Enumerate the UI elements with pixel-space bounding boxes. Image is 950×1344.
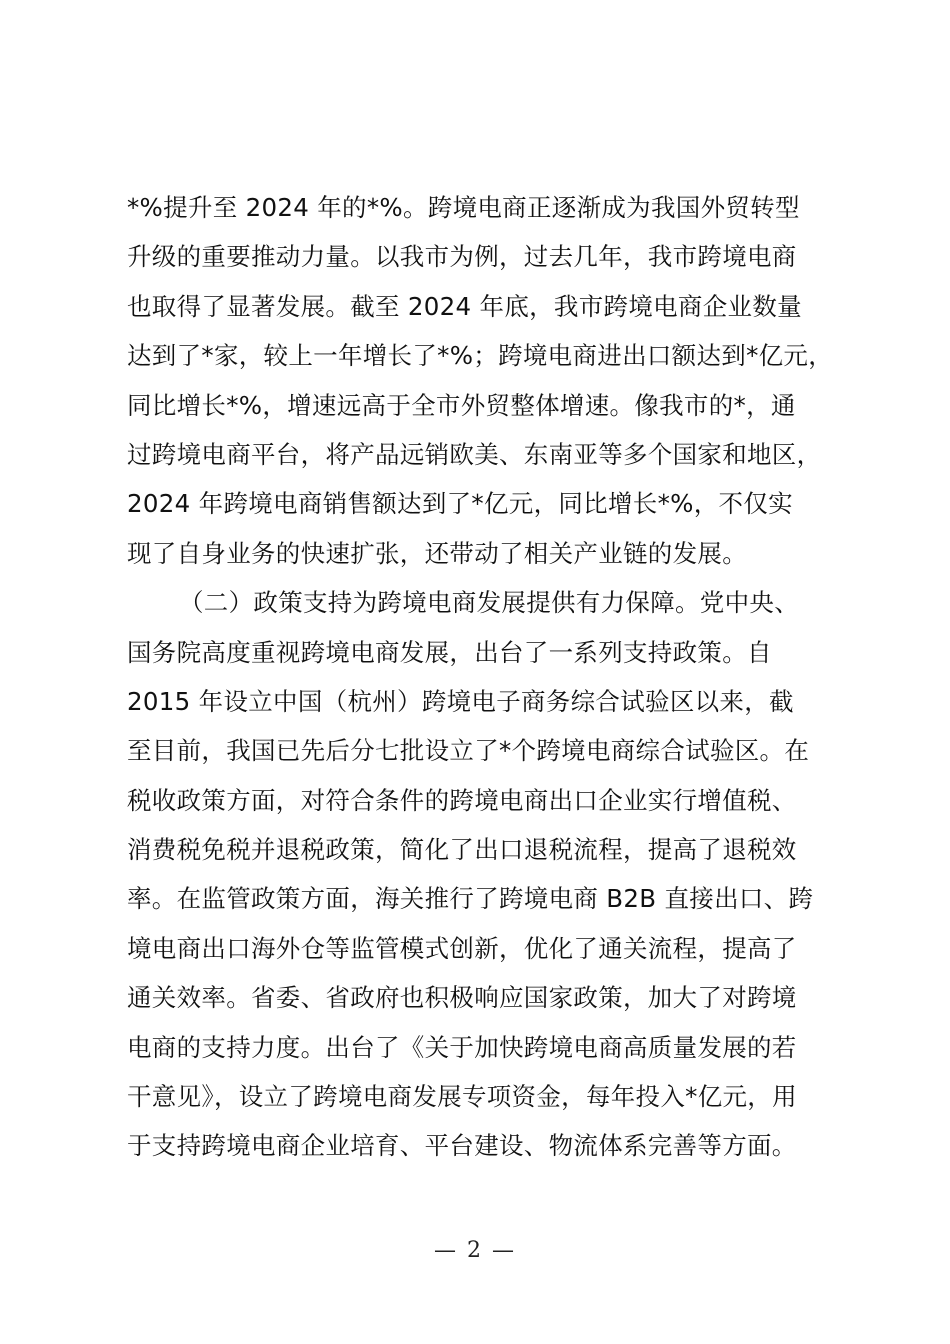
text-line: 至目前，我国已先后分七批设立了*个跨境电商综合试验区。在 (127, 736, 810, 766)
text-line: 也取得了显著发展。截至 2024 年底，我市跨境电商企业数量 (127, 291, 802, 321)
text-line: 消费税免税并退税政策，简化了出口退税流程，提高了退税效 (127, 835, 797, 865)
text-line: 税收政策方面，对符合条件的跨境电商出口企业实行增值税、 (127, 785, 797, 815)
text-line: 国务院高度重视跨境电商发展，出台了一系列支持政策。自 (127, 637, 772, 667)
page-number: — 2 — (434, 1238, 516, 1263)
text-line: 通关效率。省委、省政府也积极响应国家政策，加大了对跨境 (127, 983, 797, 1013)
section-heading-line: （二）政策支持为跨境电商发展提供有力保障。党中央、 (179, 588, 799, 618)
text-line: 现了自身业务的快速扩张，还带动了相关产业链的发展。 (127, 538, 747, 568)
text-line: 升级的重要推动力量。以我市为例，过去几年，我市跨境电商 (127, 242, 797, 272)
text-line: 电商的支持力度。出台了《关于加快跨境电商高质量发展的若 (127, 1032, 797, 1062)
text-line: 过跨境电商平台，将产品远销欧美、东南亚等多个国家和地区， (127, 439, 822, 469)
text-line: *%提升至 2024 年的*%。跨境电商正逐渐成为我国外贸转型 (127, 193, 800, 222)
paragraph-2 (127, 578, 847, 1171)
paragraph-1 (127, 183, 847, 578)
text-line: 同比增长*%，增速远高于全市外贸整体增速。像我市的*，通 (127, 390, 796, 420)
text-line: 达到了*家，较上一年增长了*%；跨境电商进出口额达到*亿元， (127, 341, 834, 371)
text-line: 境电商出口海外仓等监管模式创新，优化了通关流程，提高了 (127, 933, 797, 963)
text-line: 率。在监管政策方面，海关推行了跨境电商 B2B 直接出口、跨 (127, 884, 814, 914)
body-text (127, 183, 847, 1171)
text-line: 干意见》，设立了跨境电商发展专项资金，每年投入*亿元，用 (127, 1082, 797, 1112)
text-line: 于支持跨境电商企业培育、平台建设、物流体系完善等方面。 (127, 1131, 797, 1161)
text-line: 2015 年设立中国（杭州）跨境电子商务综合试验区以来，截 (127, 686, 794, 716)
text-line: 2024 年跨境电商销售额达到了*亿元，同比增长*%，不仅实 (127, 489, 793, 519)
